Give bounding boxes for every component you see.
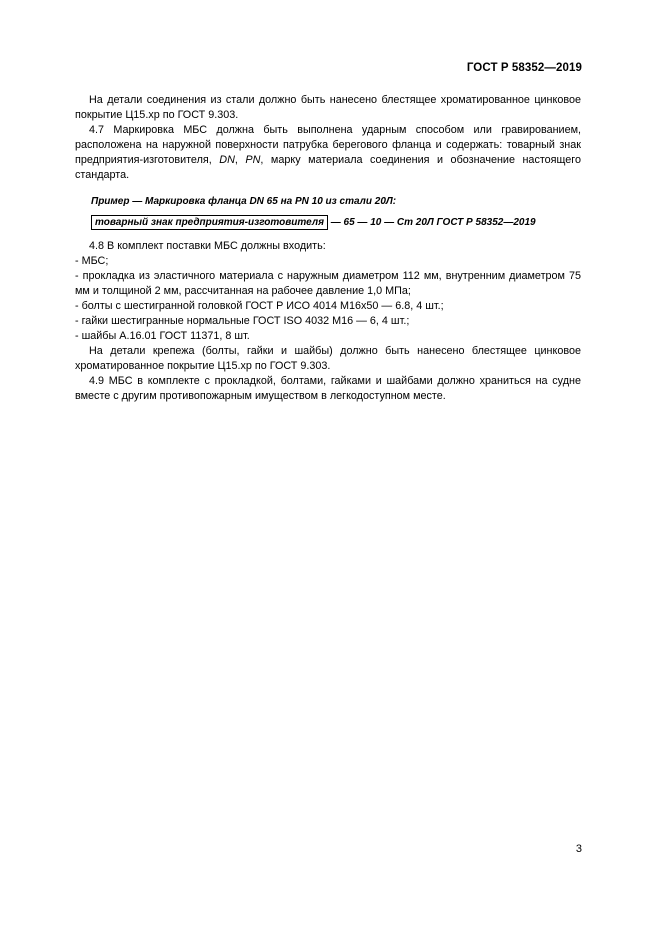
page-number: 3: [575, 843, 582, 855]
dn-term: DN: [219, 154, 235, 166]
paragraph-4-7-start: 4.7 Маркировка МБС должна быть выполнена ударным способом или гравированием, расположена на наружной поверхности патрубка берегового фланца и содержать: товарный знак предприятия-изготовителя,: [75, 124, 581, 166]
list-item: - болты с шестигранной головкой ГОСТ Р ИСО 4014 М16х50 — 6.8, 4 шт.;: [75, 300, 444, 312]
example-trademark-box: товарный знак предприятия-изготовителя: [91, 215, 328, 230]
pn-term: PN: [245, 154, 261, 166]
paragraph-4-7-end: , марку материала соединения и обозначение настоящего стандарта.: [75, 154, 581, 181]
paragraph-4-7-marking: [75, 123, 581, 183]
document-header: ГОСТ Р 58352—2019: [466, 62, 582, 74]
paragraph-4-7-separator: ,: [234, 154, 246, 166]
list-item: - МБС;: [75, 255, 109, 267]
list-item: - шайбы А.16.01 ГОСТ 11371, 8 шт.: [75, 330, 250, 342]
paragraph-fasteners-coating: На детали крепежа (болты, гайки и шайбы) должно быть нанесено блестящее цинковое хроматированное покрытие Ц15.хр по ГОСТ 9.303.: [75, 345, 581, 372]
paragraph-4-9-storage: 4.9 МБС в комплекте с прокладкой, болтами, гайками и шайбами должно храниться на судне вместе с другим противопожарным имуществом в легкодоступном месте.: [75, 375, 581, 402]
paragraph-steel-coating: На детали соединения из стали должно быть нанесено блестящее хроматированное цинковое покрытие Ц15.хр по ГОСТ 9.303.: [75, 94, 581, 121]
list-item: - прокладка из эластичного материала с наружным диаметром 112 мм, внутренним диаметром 75 мм и толщиной 2 мм, рассчитанная на рабочее давление 1,0 МПа;: [75, 270, 581, 297]
example-marking-rest: — 65 — 10 — Ст 20Л ГОСТ Р 58352—2019: [327, 217, 536, 228]
example-label: Пример — Маркировка фланца DN 65 на PN 10 из стали 20Л:: [91, 196, 397, 207]
paragraph-4-8-kit: 4.8 В комплект поставки МБС должны входить:: [89, 240, 326, 252]
document-body: [75, 93, 581, 404]
list-item: - гайки шестигранные нормальные ГОСТ ISO 4032 М16 — 6, 4 шт.;: [75, 315, 410, 327]
example-marking: [91, 215, 581, 230]
